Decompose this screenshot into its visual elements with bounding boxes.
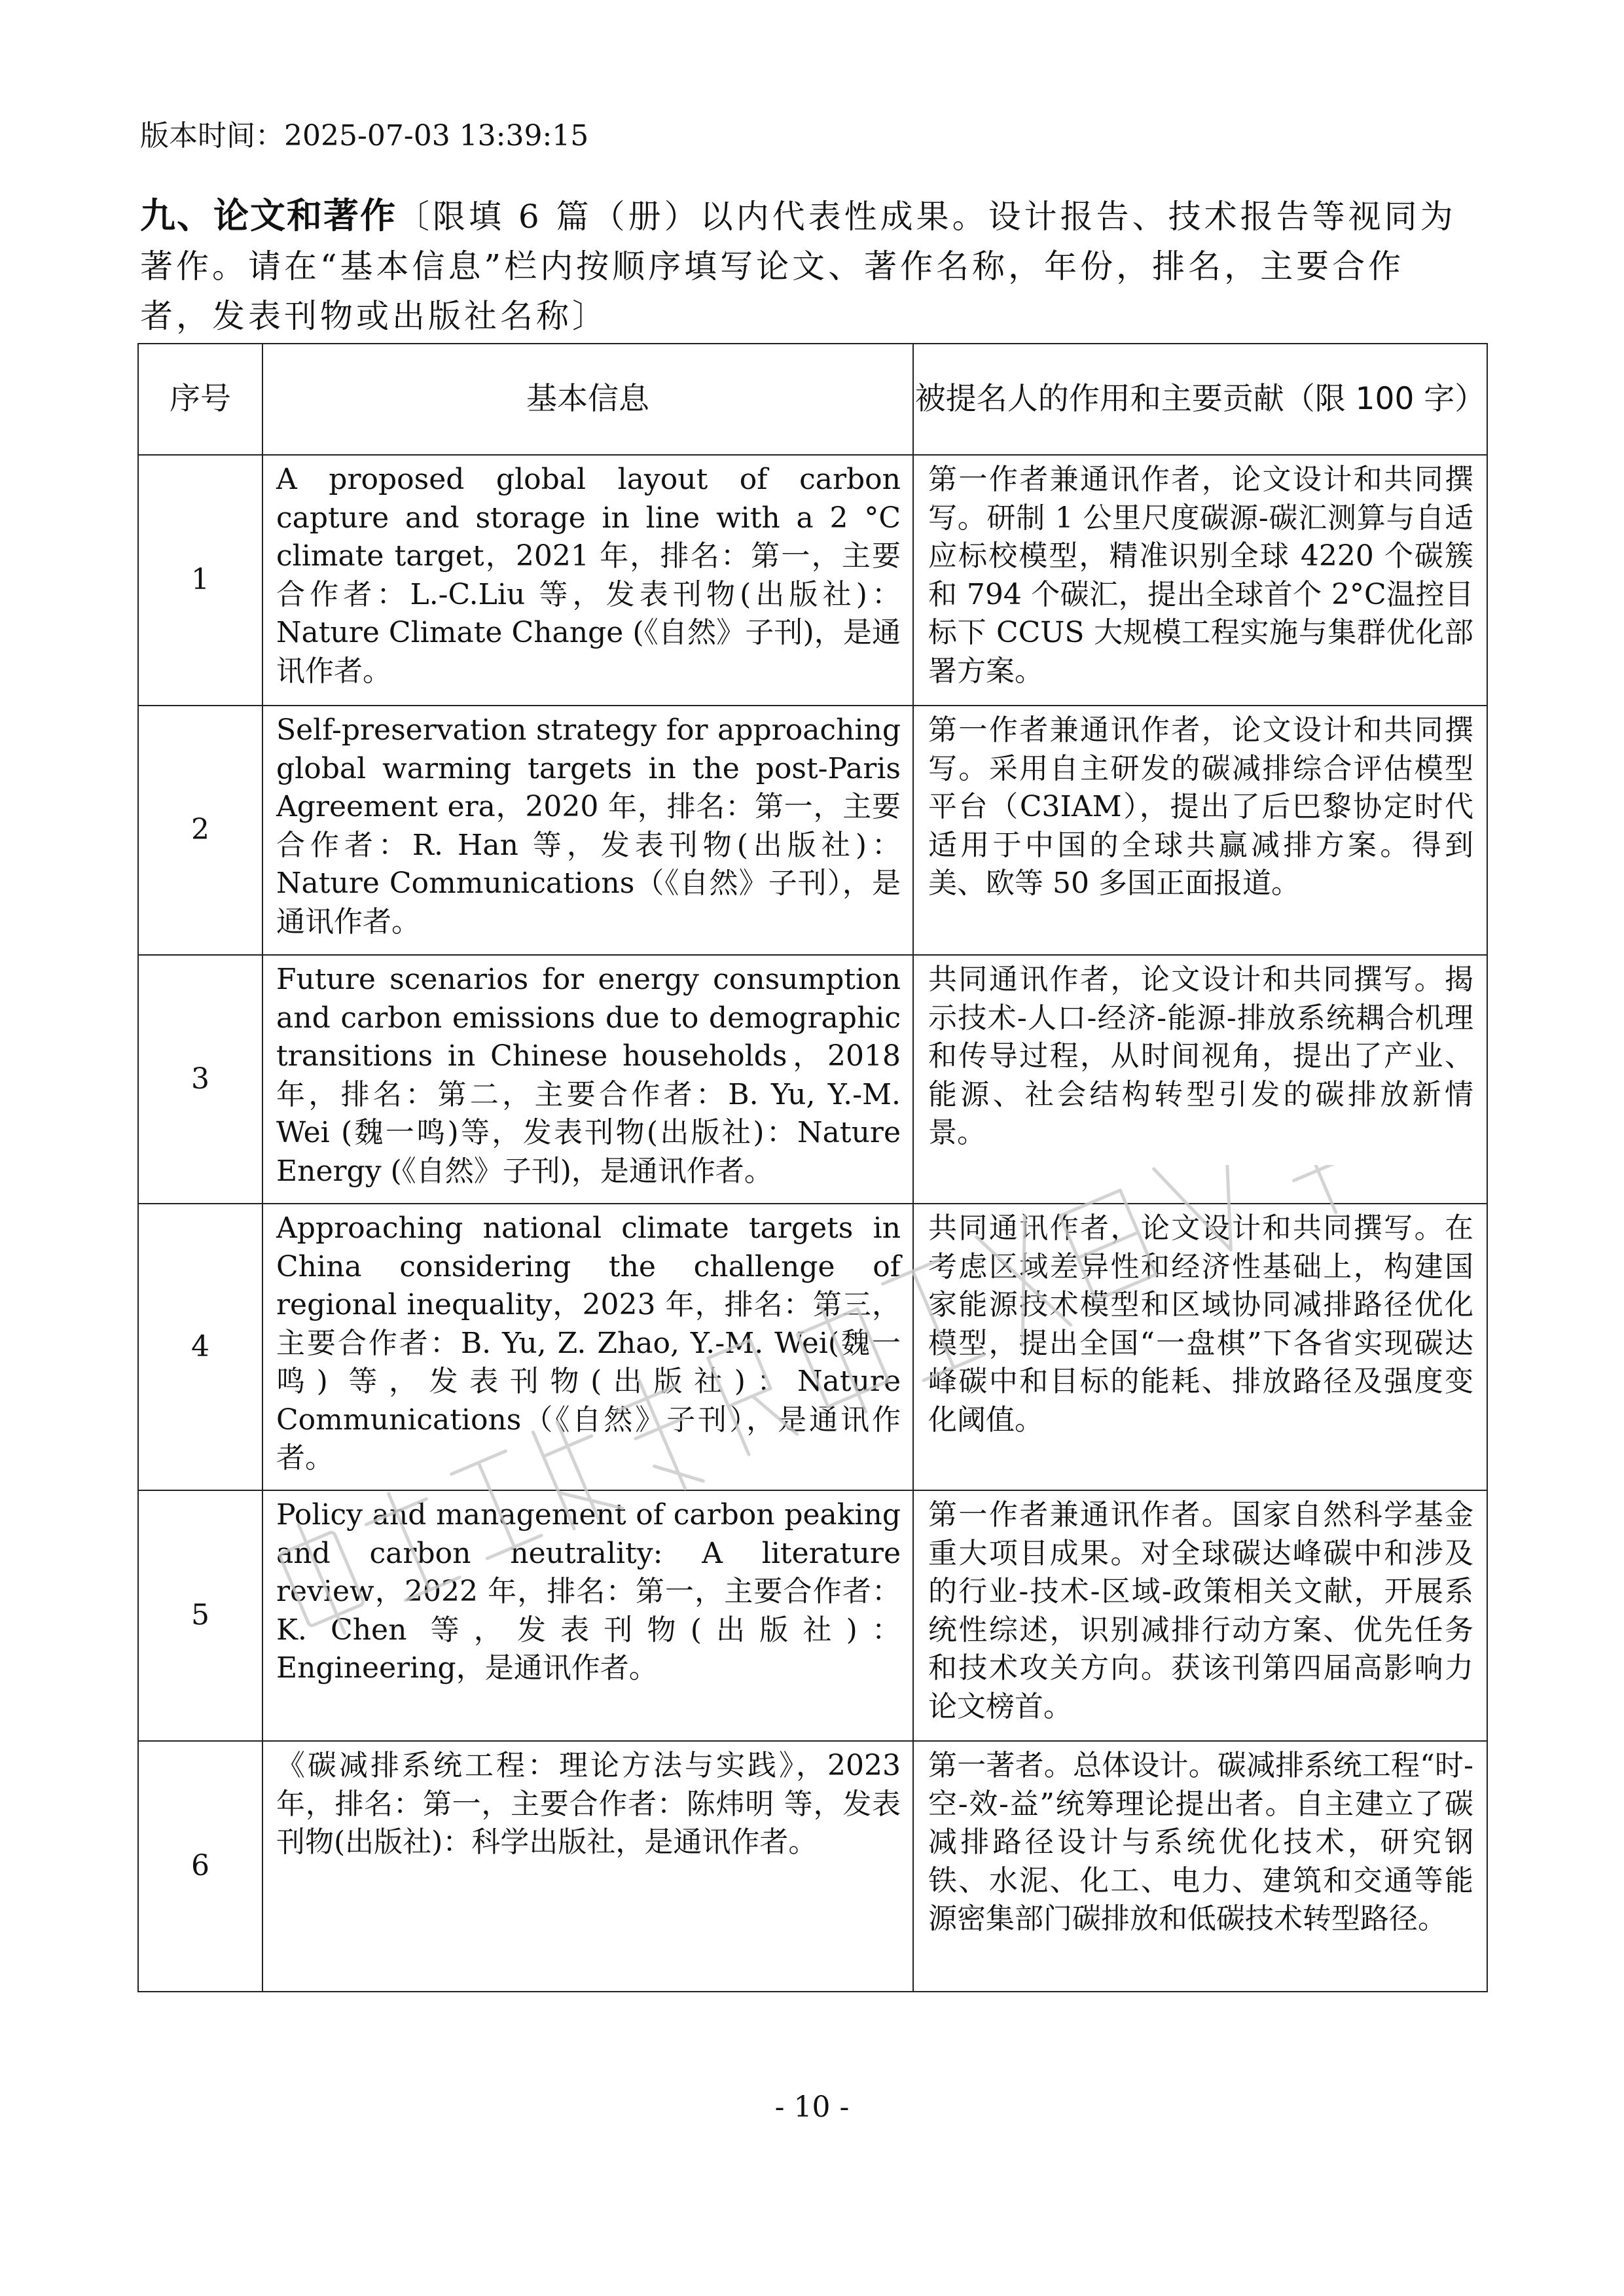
table-row xyxy=(138,706,1487,955)
header-index: 序号 xyxy=(138,344,262,455)
header-contribution: 被提名人的作用和主要贡献（限 100 字） xyxy=(913,344,1487,455)
row-contribution: 共同通讯作者，论文设计和共同撰写。揭示技术-人口-经济-能源-排放系统耦合机理和传导过程，从时间视角，提出了产业、能源、社会结构转型引发的碳排放新情景。 xyxy=(913,955,1487,1204)
table-row xyxy=(138,455,1487,706)
row-contribution: 第一作者兼通讯作者，论文设计和共同撰写。采用自主研发的碳减排综合评估模型平台（C3IAM），提出了后巴黎协定时代适用于中国的全球共赢减排方案。得到美、欧等 50 多国正面报道。 xyxy=(913,706,1487,955)
version-timestamp: 版本时间：2025-07-03 13:39:15 xyxy=(140,119,589,152)
row-info: 《碳减排系统工程：理论方法与实践》，2023 年，排名：第一，主要合作者：陈炜明 等，发表刊物(出版社)：科学出版社，是通讯作者。 xyxy=(262,1741,913,1992)
table-header-row xyxy=(138,344,1487,455)
row-info: Future scenarios for energy consumption and carbon emissions due to demographic transitions in Chinese households，2018 年，排名：第二，主要合作者：B. Yu, Y.-M. Wei (魏一鸣)等，发表刊物(出版社)：Nature Energy (《自然》子刊)，是通讯作者。 xyxy=(262,955,913,1204)
header-info: 基本信息 xyxy=(262,344,913,455)
row-index: 4 xyxy=(138,1204,262,1490)
row-contribution: 第一作者兼通讯作者，论文设计和共同撰写。研制 1 公里尺度碳源-碳汇测算与自适应标校模型，精准识别全球 4220 个碳簇和 794 个碳汇，提出全球首个 2°C温控目标下 CCUS 大规模工程实施与集群优化部署方案。 xyxy=(913,455,1487,706)
row-index: 1 xyxy=(138,455,262,706)
row-info: Approaching national climate targets in China considering the challenge of regional inequality，2023 年，排名：第三，主要合作者：B. Yu, Z. Zhao, Y.-M. Wei(魏一鸣) 等，发表刊物(出版社)：Nature Communications（《自然》子刊），是通讯作者。 xyxy=(262,1204,913,1490)
row-index: 3 xyxy=(138,955,262,1204)
works-table xyxy=(137,343,1488,1992)
page-number: - 10 - xyxy=(774,2090,850,2124)
section-title: 九、论文和著作 xyxy=(140,195,397,236)
row-index: 2 xyxy=(138,706,262,955)
table-row xyxy=(138,955,1487,1204)
row-info: A proposed global layout of carbon capture and storage in line with a 2 °C climate target，2021 年，排名：第一，主要合作者：L.-C.Liu 等，发表刊物(出版社)：Nature Climate Change (《自然》子刊)，是通讯作者。 xyxy=(262,455,913,706)
row-contribution: 共同通讯作者，论文设计和共同撰写。在考虑区域差异性和经济性基础上，构建国家能源技术模型和区域协同减排路径优化模型，提出全国“一盘棋”下各省实现碳达峰碳中和目标的能耗、排放路径及强度变化阈值。 xyxy=(913,1204,1487,1490)
section-heading xyxy=(140,191,1475,341)
row-info: Self-preservation strategy for approaching global warming targets in the post-Paris Agreement era，2020 年，排名：第一，主要合作者：R. Han 等，发表刊物(出版社)：Nature Communications（《自然》子刊），是通讯作者。 xyxy=(262,706,913,955)
row-contribution: 第一作者兼通讯作者。国家自然科学基金重大项目成果。对全球碳达峰碳中和涉及的行业-技术-区域-政策相关文献，开展系统性综述，识别减排行动方案、优先任务和技术攻关方向。获该刊第四届高影响力论文榜首。 xyxy=(913,1490,1487,1741)
table-row xyxy=(138,1741,1487,1992)
section-note: 〔限填 6 篇（册）以内代表性成果。设计报告、技术报告等视同为著作。请在“基本信息”栏内按顺序填写论文、著作名称，年份，排名，主要合作者，发表刊物或出版社名称〕 xyxy=(140,198,1456,335)
row-info: Policy and management of carbon peaking and carbon neutrality: A literature review，2022 年，排名：第一，主要合作者：K. Chen 等，发表刊物(出版社)：Engineering，是通讯作者。 xyxy=(262,1490,913,1741)
table-row xyxy=(138,1204,1487,1490)
row-index: 6 xyxy=(138,1741,262,1992)
table-row xyxy=(138,1490,1487,1741)
row-index: 5 xyxy=(138,1490,262,1741)
row-contribution: 第一著者。总体设计。碳减排系统工程“时-空-效-益”统筹理论提出者。自主建立了碳减排路径设计与系统优化技术，研究钢铁、水泥、化工、电力、建筑和交通等能源密集部门碳排放和低碳技术转型路径。 xyxy=(913,1741,1487,1992)
